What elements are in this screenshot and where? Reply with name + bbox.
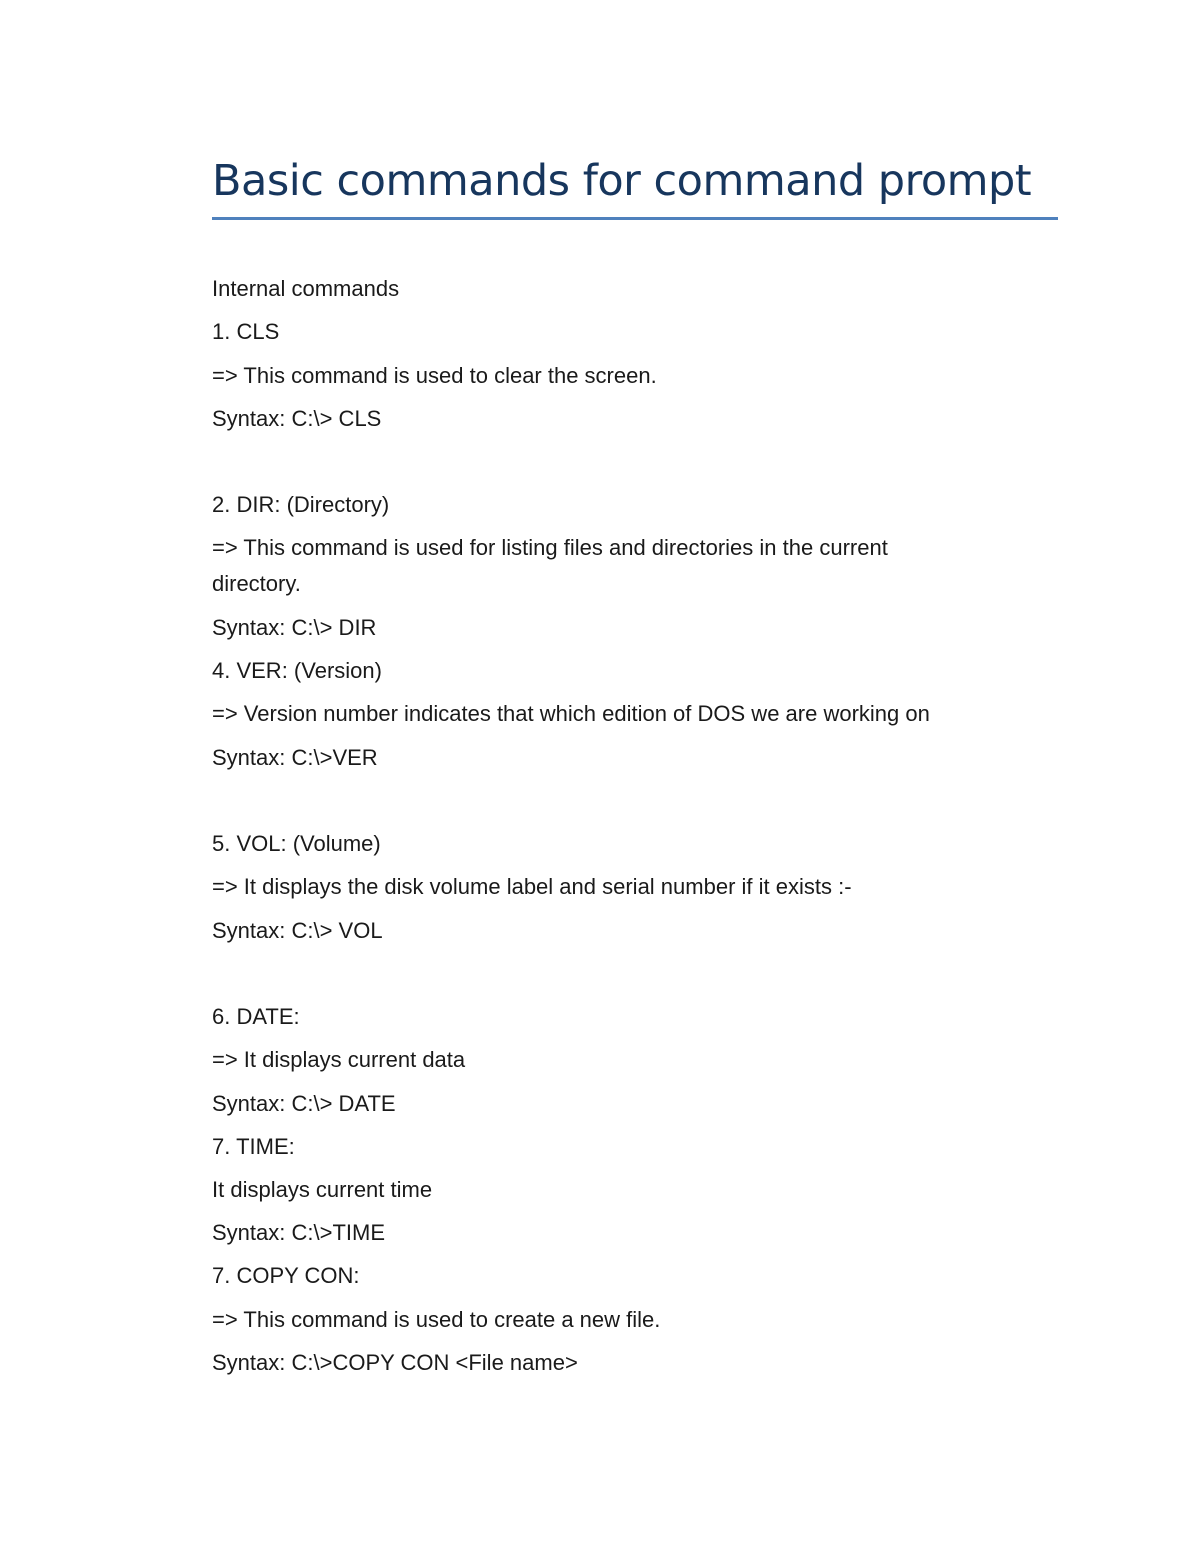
command-description-dir: => This command is used for listing files and directories in the current (212, 535, 888, 560)
command-heading-date: 6. DATE: (212, 1004, 300, 1029)
command-syntax-date: Syntax: C:\> DATE (212, 1091, 396, 1116)
document-title: Basic commands for command prompt (212, 156, 1032, 206)
command-description-copy-con: => This command is used to create a new file. (212, 1307, 661, 1332)
title-underline-rule (212, 217, 1058, 220)
command-syntax-copy-con: Syntax: C:\>COPY CON <File name> (212, 1350, 578, 1375)
command-heading-cls: 1. CLS (212, 319, 280, 344)
command-description-ver: => Version number indicates that which edition of DOS we are working on (212, 701, 930, 726)
command-syntax-ver: Syntax: C:\>VER (212, 745, 378, 770)
command-description-date: => It displays current data (212, 1047, 466, 1072)
command-description-dir-continued: directory. (212, 571, 301, 596)
command-description-time: It displays current time (212, 1177, 433, 1202)
command-syntax-time: Syntax: C:\>TIME (212, 1220, 385, 1245)
command-heading-ver: 4. VER: (Version) (212, 658, 382, 683)
command-heading-time: 7. TIME: (212, 1134, 295, 1159)
command-description-vol: => It displays the disk volume label and serial number if it exists :- (212, 874, 852, 899)
command-syntax-vol: Syntax: C:\> VOL (212, 918, 383, 943)
command-heading-dir: 2. DIR: (Directory) (212, 492, 390, 517)
command-heading-vol: 5. VOL: (Volume) (212, 831, 381, 856)
command-syntax-dir: Syntax: C:\> DIR (212, 615, 377, 640)
command-syntax-cls: Syntax: C:\> CLS (212, 406, 382, 431)
command-description-cls: => This command is used to clear the screen. (212, 363, 657, 388)
command-heading-copy-con: 7. COPY CON: (212, 1263, 360, 1288)
section-heading-internal-commands: Internal commands (212, 276, 400, 301)
